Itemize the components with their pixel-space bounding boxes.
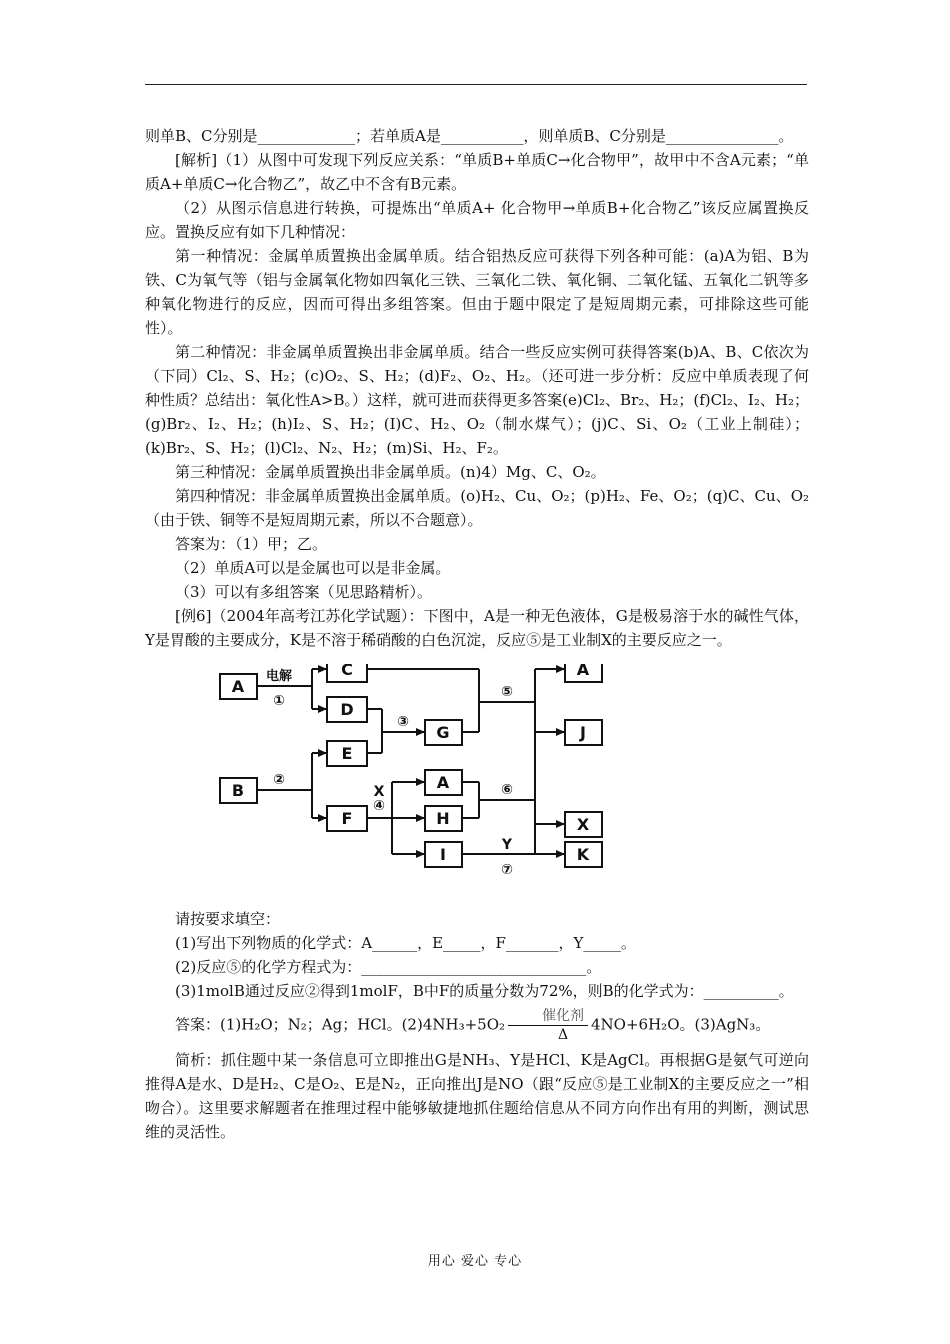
node-d: D — [340, 700, 354, 719]
node-b: B — [231, 781, 245, 800]
node-a-3: A — [576, 664, 590, 679]
heat-symbol: Δ — [557, 1027, 569, 1043]
question-1: (1)写出下列物质的化学式：A______，E_____，F_______，Y_____。 — [175, 934, 636, 952]
label-reaction-7: ⑦ — [501, 862, 513, 878]
label-reaction-3: ③ — [397, 714, 409, 730]
label-reaction-4: ④ — [373, 798, 385, 814]
node-a-2: A — [436, 773, 450, 792]
label-reaction-5: ⑤ — [501, 684, 513, 700]
label-x: X — [373, 784, 385, 800]
catalyst-label: 催化剂 — [508, 1007, 588, 1026]
node-k: K — [576, 845, 590, 864]
reaction-condition — [508, 1007, 588, 1044]
paragraph: （2）从图示信息进行转换，可提炼出“单质A+ 化合物甲→单质B+化合物乙”该反应属置换反应。置换反应有如下几种情况： — [145, 199, 809, 241]
answer-suffix: 4NO+6H₂O。(3)AgN₃。 — [591, 1015, 771, 1034]
paragraph: （3）可以有多组答案（见思路精析）。 — [175, 583, 433, 601]
label-reaction-2: ② — [273, 772, 285, 788]
paragraph: [解析]（1）从图中可发现下列反应关系：“单质B+单质C→化合物甲”，故甲中不含A元素；“单质A+单质C→化合物乙”，故乙中不含有B元素。 — [145, 151, 809, 193]
node-h: H — [436, 809, 450, 828]
node-i: I — [440, 845, 446, 864]
paragraph: 则单B、C分别是_____________；若单质A是___________，则单质B、C分别是_______________。 — [145, 127, 794, 145]
node-f: F — [341, 809, 353, 828]
answer-prefix: 答案：(1)H₂O；N₂；Ag；HCl。(2)4NH₃+5O₂ — [175, 1015, 506, 1034]
paragraph: 第二种情况：非金属单质置换出非金属单质。结合一些反应实例可获得答案(b)A、B、C依次为（下同）Cl₂、S、H₂；(c)O₂、S、H₂；(d)F₂、O₂、H₂。（还可进一步分析：反应中单质表现了何种性质？总结出：氧化性A>B。）这样，就可进而获得更多答案(e)Cl₂、Br₂、H₂；(f)Cl₂、I₂、H₂；(g)Br₂、I₂、H₂；(h)I₂、S、H₂；(I)C、H₂、O₂（制水煤气）；(j)C、Si、O₂（工业上制硅）；(k)Br₂、S、H₂；(l)Cl₂、N₂、H₂；(m)Si、H₂、F₂。 — [145, 343, 809, 457]
node-c: C — [341, 664, 353, 679]
page-footer: 用心 爱心 专心 — [427, 1254, 523, 1269]
paragraph: 答案为：（1）甲；乙。 — [175, 535, 328, 553]
paragraph: 第四种情况：非金属单质置换出金属单质。(o)H₂、Cu、O₂；(p)H₂、Fe、O₂；(q)C、Cu、O₂（由于铁、铜等不是短周期元素，所以不合题意）。 — [145, 487, 809, 529]
node-j: J — [580, 723, 586, 742]
paragraph: 第三种情况：金属单质置换出非金属单质。(n)4）Mg、C、O₂。 — [175, 463, 606, 481]
paragraph: [例6]（2004年高考江苏化学试题）：下图中，A是一种无色液体，G是极易溶于水的碱性气体，Y是胃酸的主要成分，K是不溶于稀硝酸的白色沉淀，反应⑤是工业制X的主要反应之一。 — [145, 607, 809, 649]
question-2: (2)反应⑤的化学方程式为：______________________________。 — [175, 958, 602, 976]
question-intro: 请按要求填空： — [175, 910, 281, 928]
header-rule — [145, 84, 807, 85]
document-body — [145, 124, 809, 1144]
node-a: A — [231, 677, 245, 696]
analysis-paragraph: 简析：抓住题中某一条信息可立即推出G是NH₃、Y是HCl、K是AgCl。再根据G是氨气可逆向推得A是水、D是H₂、C是O₂、E是N₂，正向推出J是NO（跟“反应⑤是工业制X的主要反应之一”相吻合）。这里要求解题者在推理过程中能够敏捷地抓住题给信息从不同方向作出有用的判断，测试思维的灵活性。 — [145, 1051, 809, 1141]
paragraph: 第一种情况：金属单质置换出金属单质。结合铝热反应可获得下列各种可能：(a)A为铝、B为铁、C为氧气等（铝与金属氧化物如四氧化三铁、三氧化二铁、氧化铜、二氧化锰、五氧化二钒等多种氧化物进行的反应，因而可得出多组答案。但由于题中限定了是短周期元素，可排除这些可能性）。 — [145, 247, 809, 337]
answer-line — [145, 1007, 809, 1044]
question-3: (3)1molB通过反应②得到1molF，B中F的质量分数为72%，则B的化学式为：__________。 — [175, 982, 794, 1000]
label-reaction-1: ① — [273, 693, 285, 709]
label-reaction-6: ⑥ — [501, 782, 513, 798]
node-x: X — [576, 815, 590, 834]
node-g: G — [436, 723, 450, 742]
label-electrolysis: 电解 — [265, 669, 293, 684]
paragraph: （2）单质A可以是金属也可以是非金属。 — [175, 559, 451, 577]
reaction-flow-diagram — [217, 664, 637, 889]
label-y: Y — [501, 837, 513, 853]
node-e: E — [341, 744, 353, 763]
